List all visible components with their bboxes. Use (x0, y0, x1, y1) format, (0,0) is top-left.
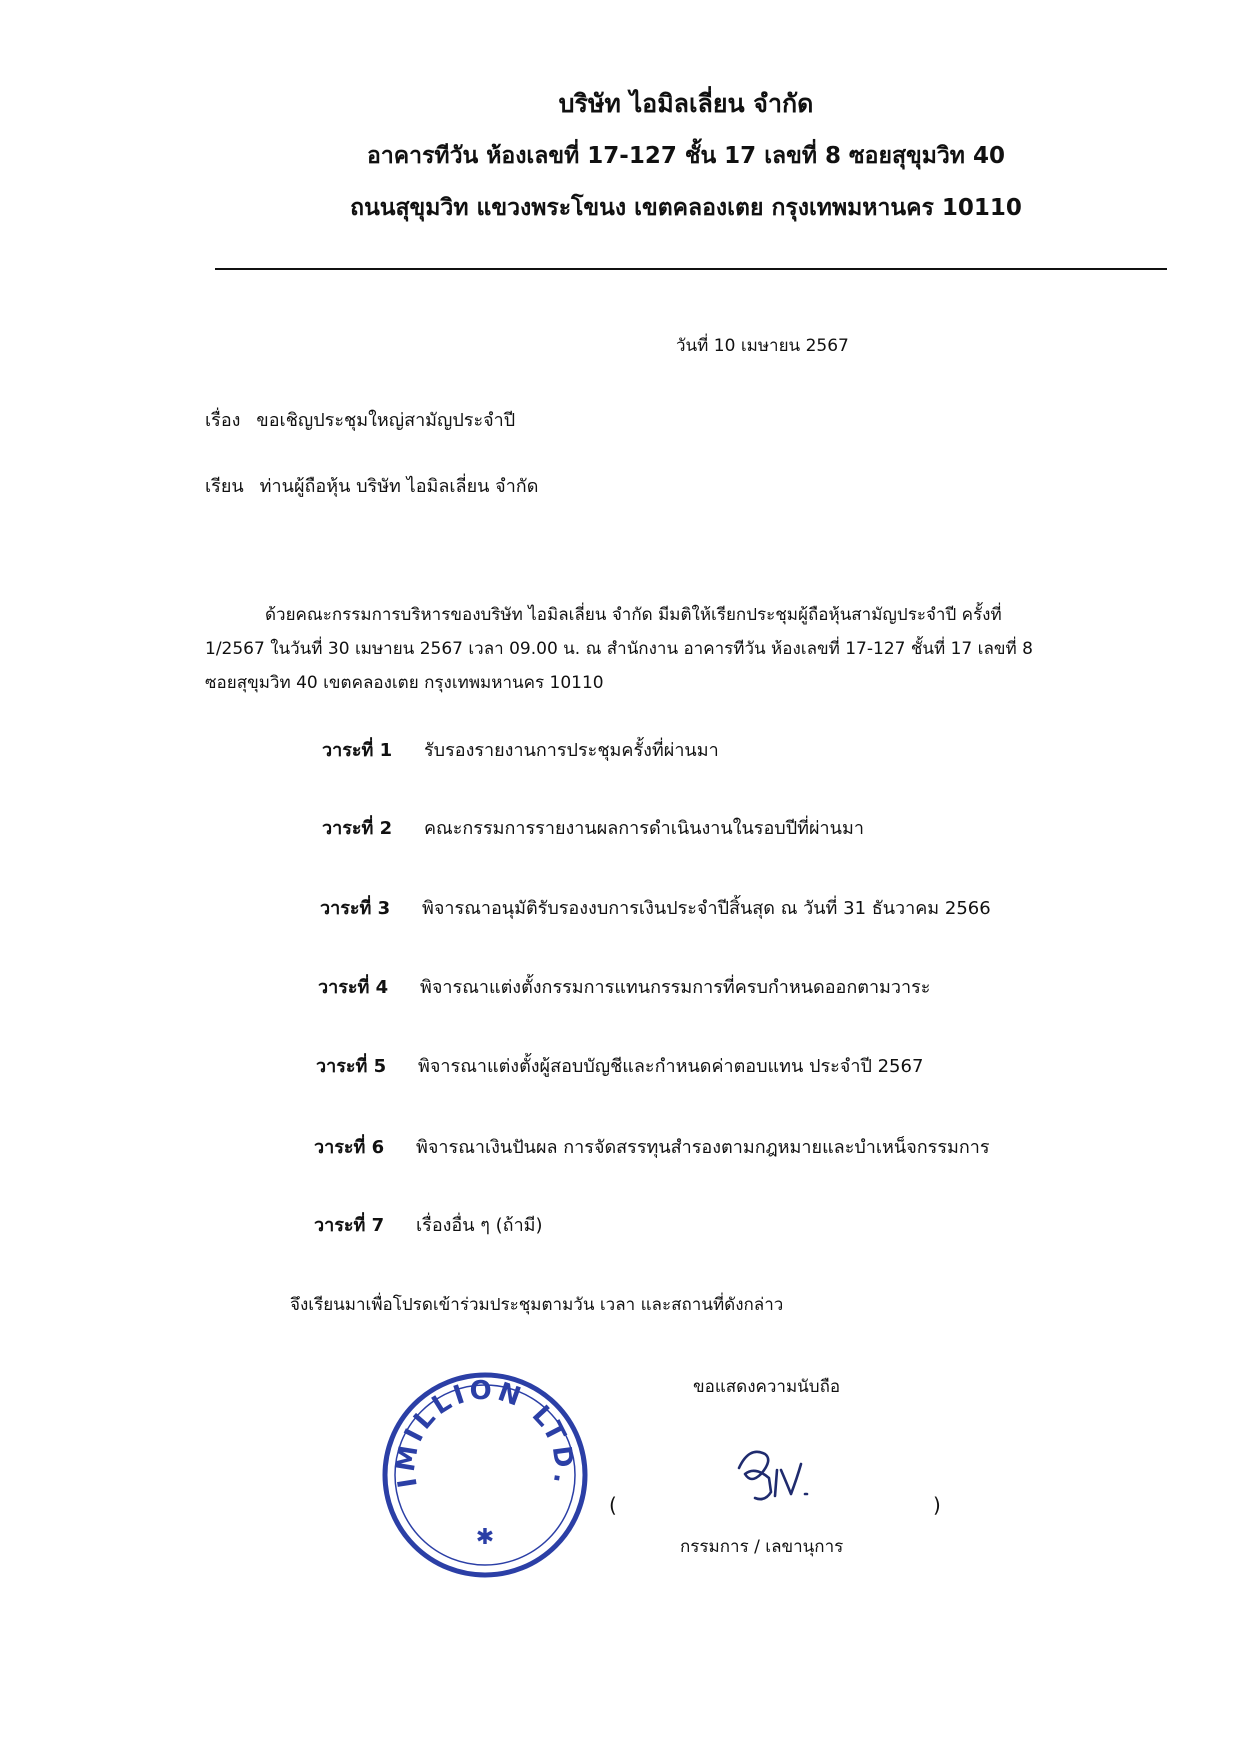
signature-close-paren: ) (933, 1493, 941, 1517)
body-line: ด้วยคณะกรรมการบริหารของบริษัท ไอมิลเลี่ยน จำกัด มีมติให้เรียกประชุมผู้ถือหุ้นสามัญประจำปี ครั้งที่ (265, 605, 1002, 625)
company-address-line1: อาคารทีวัน ห้องเลขที่ 17-127 ชั้น 17 เลขที่ 8 ซอยสุขุมวิท 40 (367, 143, 1005, 169)
signatory-role: กรรมการ / เลขานุการ (680, 1537, 844, 1557)
agenda-text: พิจารณาเงินปันผล การจัดสรรทุนสำรองตามกฎหมายและบำเหน็จกรรมการ (416, 1137, 990, 1158)
agenda-item (322, 813, 864, 842)
agenda-number: วาระที่ 3 (320, 898, 391, 919)
signature-mark (725, 1440, 825, 1510)
agenda-item (320, 893, 991, 922)
header-divider (215, 268, 1167, 270)
recipient-text: ท่านผู้ถือหุ้น บริษัท ไอมิลเลี่ยน จำกัด (259, 476, 539, 497)
subject-text: ขอเชิญประชุมใหญ่สามัญประจำปี (256, 410, 516, 431)
svg-text:IMILLION LTD. (391, 1376, 579, 1490)
subject-label: เรื่อง (205, 410, 241, 431)
recipient-label: เรียน (205, 476, 244, 497)
body-paragraph (205, 598, 1175, 700)
letter-date: วันที่ 10 เมษายน 2567 (676, 336, 849, 356)
agenda-number: วาระที่ 6 (314, 1137, 385, 1158)
agenda-item (322, 735, 719, 764)
agenda-text: พิจารณาอนุมัติรับรองงบการเงินประจำปีสิ้นสุด ณ วันที่ 31 ธันวาคม 2566 (422, 898, 991, 919)
agenda-text: พิจารณาแต่งตั้งกรรมการแทนกรรมการที่ครบกำหนดออกตามวาระ (420, 977, 931, 998)
star-icon: ✱ (475, 1525, 495, 1550)
body-line: 1/2567 ในวันที่ 30 เมษายน 2567 เวลา 09.00 น. ณ สำนักงาน อาคารทีวัน ห้องเลขที่ 17-127 ชั้นที่ 17 เลขที่ 8 (205, 639, 1033, 659)
signature-open-paren: ( (609, 1493, 617, 1517)
agenda-number: วาระที่ 1 (322, 740, 393, 761)
agenda-number: วาระที่ 7 (314, 1215, 385, 1236)
agenda-item (314, 1132, 990, 1161)
company-stamp (380, 1370, 590, 1580)
recipient-line (205, 471, 538, 500)
stamp-text: IMILLION LTD. (390, 1375, 579, 1490)
agenda-text: พิจารณาแต่งตั้งผู้สอบบัญชีและกำหนดค่าตอบแทน ประจำปี 2567 (418, 1056, 924, 1077)
company-address-line2: ถนนสุขุมวิท แขวงพระโขนง เขตคลองเตย กรุงเทพมหานคร 10110 (350, 195, 1022, 221)
company-name: บริษัท ไอมิลเลี่ยน จำกัด (558, 89, 814, 118)
agenda-item (316, 1051, 923, 1080)
agenda-number: วาระที่ 5 (316, 1056, 387, 1077)
agenda-text: เรื่องอื่น ๆ (ถ้ามี) (416, 1215, 543, 1236)
closing-sentence: จึงเรียนมาเพื่อโปรดเข้าร่วมประชุมตามวัน เวลา และสถานที่ดังกล่าว (290, 1295, 784, 1315)
agenda-number: วาระที่ 4 (318, 977, 389, 998)
body-line: ซอยสุขุมวิท 40 เขตคลองเตย กรุงเทพมหานคร 10110 (205, 673, 604, 693)
agenda-text: รับรองรายงานการประชุมครั้งที่ผ่านมา (424, 740, 719, 761)
subject-line (205, 405, 515, 434)
agenda-item (314, 1210, 543, 1239)
agenda-text: คณะกรรมการรายงานผลการดำเนินงานในรอบปีที่ผ่านมา (424, 818, 864, 839)
regards-text: ขอแสดงความนับถือ (693, 1377, 841, 1397)
agenda-number: วาระที่ 2 (322, 818, 393, 839)
agenda-item (318, 972, 930, 1001)
